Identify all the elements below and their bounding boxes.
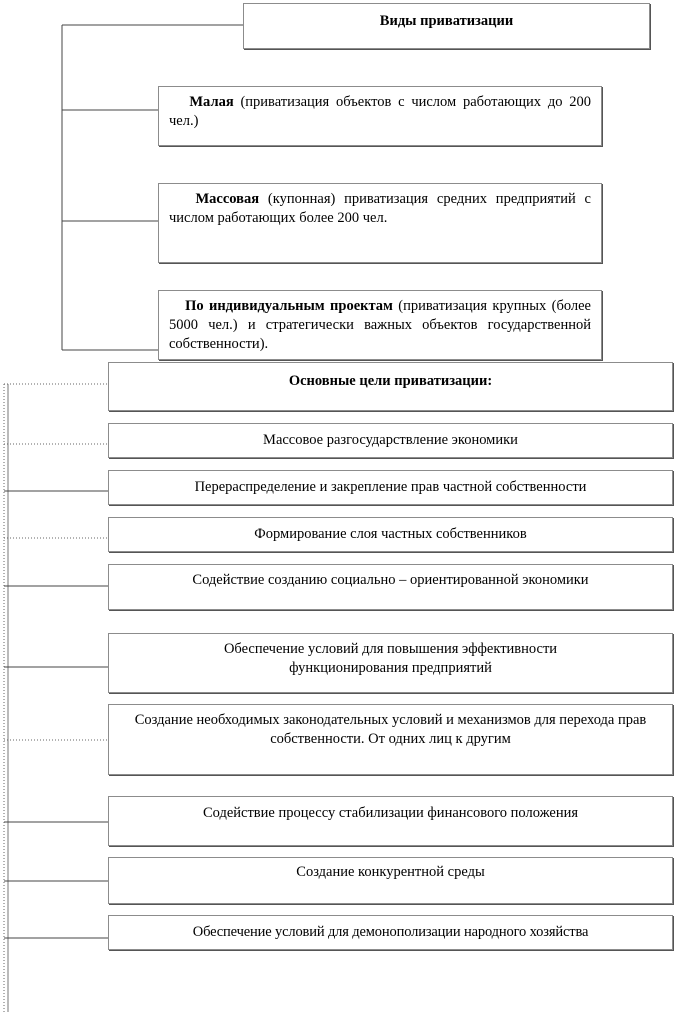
goal-item	[108, 633, 673, 693]
types-item-individual-name: По индивидуальным проектам	[185, 298, 393, 314]
types-item-individual	[158, 290, 602, 360]
types-title: Виды приватизации	[379, 13, 514, 29]
types-item-mass-name: Массовая	[195, 191, 260, 207]
goal-item	[108, 517, 673, 552]
types-title-box	[243, 3, 650, 49]
types-item-individual-desc: (приватизация крупных (более 5000 чел.) и стратегически важных объектов государственной собственности).	[169, 298, 591, 352]
types-item-small	[158, 86, 602, 146]
goal-item-text: Содействие процессу стабилизации финансового положения	[202, 805, 579, 821]
goal-item	[108, 796, 673, 846]
goal-item-text: Обеспечение условий для повышения эффективности функционирования предприятий	[223, 641, 558, 676]
goal-item-text: Обеспечение условий для демонополизации народного хозяйства	[192, 924, 589, 940]
types-item-mass	[158, 183, 602, 263]
types-item-mass-desc: (купонная) приватизация средних предприятий с числом работающих более 200 чел.	[169, 191, 591, 226]
goal-item-text: Содействие созданию социально – ориентированной экономики	[192, 572, 589, 588]
goals-title-box	[108, 362, 673, 411]
goal-item	[108, 704, 673, 775]
goal-item	[108, 564, 673, 610]
goal-item-text: Создание необходимых законодательных условий и механизмов для перехода прав собственности. От одних лиц к другим	[134, 712, 647, 747]
goal-item	[108, 857, 673, 904]
goal-item-text: Формирование слоя частных собственников	[254, 526, 527, 542]
goal-item	[108, 470, 673, 505]
types-item-small-desc: (приватизация объектов с числом работающих до 200 чел.)	[169, 94, 592, 129]
goal-item-text: Массовое разгосударствление экономики	[263, 432, 518, 448]
goal-item-text: Перераспределение и закрепление прав частной собственности	[194, 479, 587, 495]
goal-item	[108, 915, 673, 950]
goal-item-text: Создание конкурентной среды	[296, 864, 485, 880]
goal-item	[108, 423, 673, 458]
goals-title: Основные цели приватизации:	[288, 373, 493, 389]
types-item-small-name: Малая	[189, 94, 234, 110]
